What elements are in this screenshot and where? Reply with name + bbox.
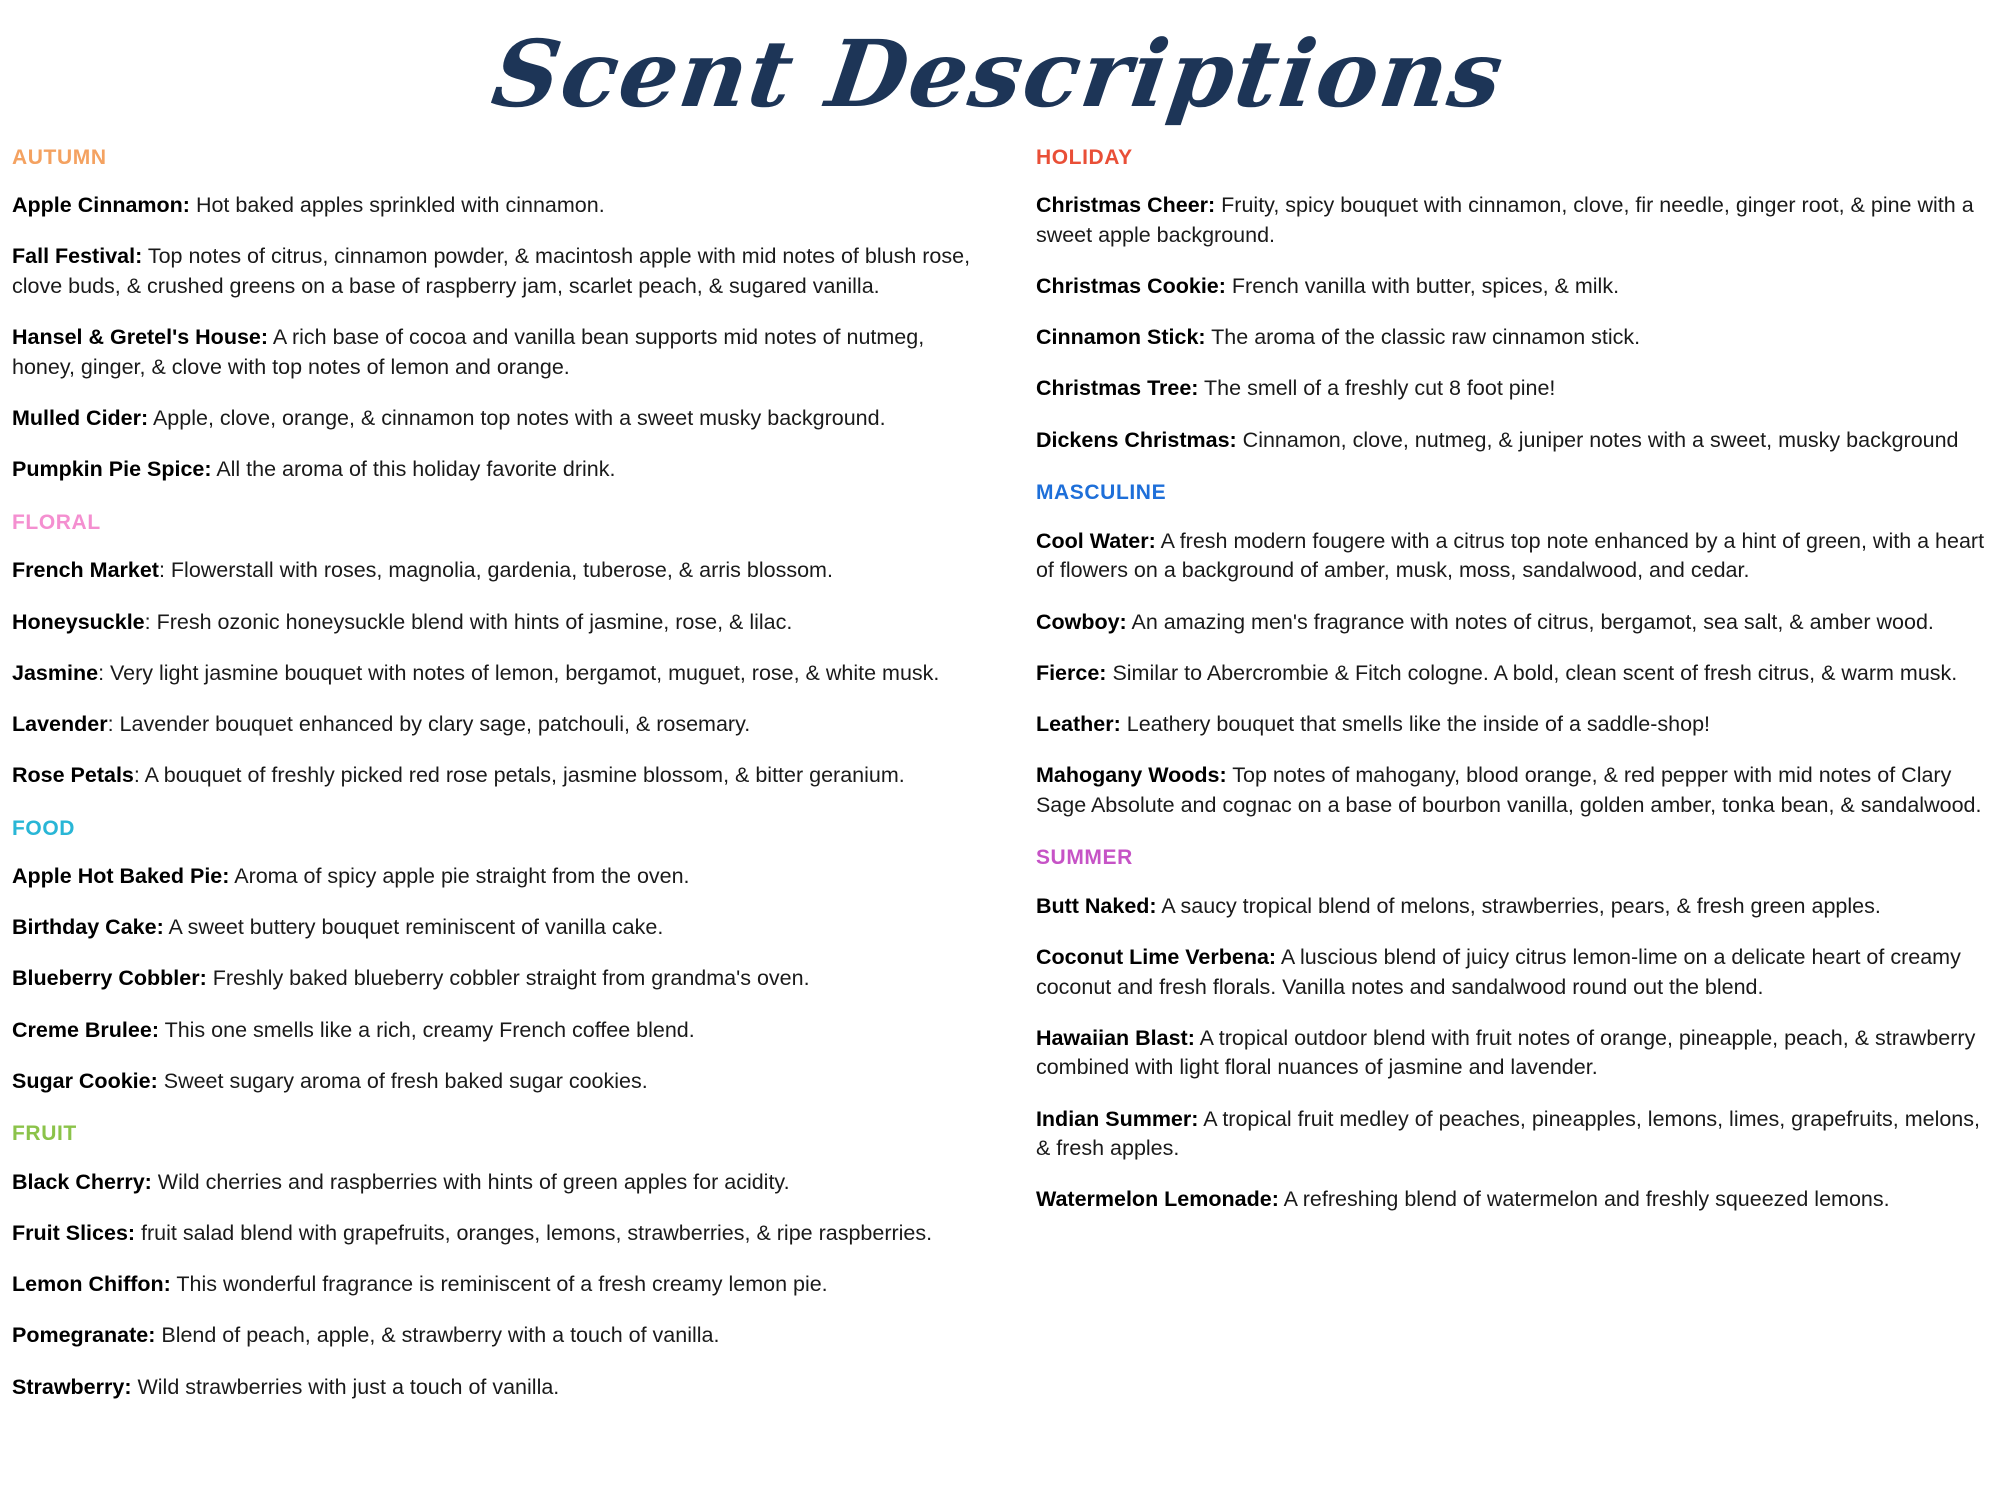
scent-description: A tropical fruit medley of peaches, pineapples, lemons, limes, grapefruits, melons, & fresh apples. [1035,1106,1980,1161]
scent-name: Cowboy: [1035,609,1127,634]
scent-name: Cinnamon Stick: [1035,325,1206,350]
scent-description: Similar to Abercrombie & Fitch cologne. A bold, clean scent of fresh citrus, & warm musk. [1106,660,1958,685]
scent-entry [1036,1185,1992,1215]
scent-entry [12,455,976,485]
category-block [1036,846,1992,1215]
category-heading: FLORAL [12,510,101,534]
scent-name: Fall Festival: [12,244,143,269]
scent-entry [12,862,976,892]
scent-name: Fierce: [1035,660,1107,685]
page-title: Scent Descriptions [486,20,1512,128]
scent-name: Leather: [1035,711,1121,736]
scent-entry [1036,608,1992,638]
scent-entry [12,913,976,943]
scent-name: Black Cherry: [12,1169,152,1194]
scent-description: All the aroma of this holiday favorite drink. [211,457,616,482]
scent-description: Wild strawberries with just a touch of vanilla. [131,1374,560,1399]
scent-name: Cool Water: [1035,528,1156,553]
scent-entry [12,1168,976,1198]
category-heading: FRUIT [12,1122,77,1146]
scent-entry [1036,272,1992,302]
scent-entry [1036,374,1992,404]
scent-name: French Market [12,558,159,583]
scent-entry [12,608,976,638]
scent-entry [12,1016,976,1046]
scent-name: Strawberry: [12,1374,132,1399]
scent-name: Sugar Cookie: [12,1068,158,1093]
category-block [12,511,976,791]
category-heading: FOOD [12,816,76,840]
scent-description: : Very light jasmine bouquet with notes of lemon, bergamot, muguet, rose, & white musk. [98,660,940,685]
scent-name: Christmas Cheer: [1035,193,1216,218]
scent-description: An amazing men's fragrance with notes of citrus, bergamot, sea salt, & amber wood. [1126,609,1934,634]
scent-description: Cinnamon, clove, nutmeg, & juniper notes with a sweet, musky background [1236,427,1959,452]
scent-name: Mulled Cider: [12,406,149,431]
scent-entry [12,761,976,791]
scent-name: Rose Petals [12,763,134,788]
scent-description: Fruity, spicy bouquet with cinnamon, clove, fir needle, ginger root, & pine with a sweet apple background. [1035,193,1974,247]
scent-description: A tropical outdoor blend with fruit notes of orange, pineapple, peach, & strawberry combined with light floral nuances of jasmine and lavender. [1035,1025,1976,1080]
scent-description: This wonderful fragrance is reminiscent of a fresh creamy lemon pie. [170,1272,828,1297]
scent-name: Christmas Cookie: [1035,274,1226,299]
scent-entry [12,191,976,221]
scent-name: Mahogany Woods: [1035,763,1227,788]
scent-description: Aroma of spicy apple pie straight from the oven. [229,864,690,889]
category-heading: HOLIDAY [1035,145,1133,169]
scent-name: Watermelon Lemonade: [1035,1187,1279,1212]
scent-name: Fruit Slices: [12,1221,136,1246]
scent-name: Apple Cinnamon: [12,193,190,218]
scent-name: Blueberry Cobbler: [12,966,207,991]
scent-description: Sweet sugary aroma of fresh baked sugar cookies. [157,1068,648,1093]
scent-name: Birthday Cake: [12,915,164,940]
scent-description: French vanilla with butter, spices, & milk. [1225,274,1620,299]
scent-name: Apple Hot Baked Pie: [12,864,230,889]
scent-entry [12,404,976,434]
category-heading: MASCULINE [1035,481,1167,505]
scent-description: Blend of peach, apple, & strawberry with a touch of vanilla. [155,1323,720,1348]
scent-entry [1036,191,1992,250]
scent-entry [1036,761,1992,820]
scent-name: Pomegranate: [12,1323,156,1348]
scent-description: : A bouquet of freshly picked red rose petals, jasmine blossom, & bitter geranium. [133,763,905,788]
scent-name: Butt Naked: [1035,893,1157,918]
content-columns [0,128,2000,1428]
scent-entry [12,1321,976,1351]
scent-entry [12,659,976,689]
scent-description: A refreshing blend of watermelon and freshly squeezed lemons. [1278,1187,1890,1212]
scent-entry [12,242,976,301]
scent-description: : Fresh ozonic honeysuckle blend with hints of jasmine, rose, & lilac. [144,609,793,634]
category-block [12,146,976,485]
scent-name: Honeysuckle [12,609,145,634]
scent-description: A fresh modern fougere with a citrus top note enhanced by a hint of green, with a heart of flowers on a background of amber, musk, moss, sandalwood, and cedar. [1035,528,1985,583]
scent-description: Top notes of citrus, cinnamon powder, & macintosh apple with mid notes of blush rose, clove buds, & crushed greens on a base of raspberry jam, scarlet peach, & sugared vanilla. [12,244,971,299]
scent-entry [1036,892,1992,922]
scent-name: Pumpkin Pie Spice: [12,457,212,482]
left-column [8,146,976,1428]
scent-entry [1036,426,1992,456]
scent-entry [12,964,976,994]
right-column [1024,146,1992,1428]
category-heading: AUTUMN [12,145,107,169]
scent-description: Apple, clove, orange, & cinnamon top notes with a sweet musky background. [148,406,886,431]
scent-name: Indian Summer: [1035,1106,1199,1131]
scent-name: Hansel & Gretel's House: [12,325,269,350]
scent-description: fruit salad blend with grapefruits, oranges, lemons, strawberries, & ripe raspberries. [135,1221,933,1246]
scent-description: : Flowerstall with roses, magnolia, gardenia, tuberose, & arris blossom. [158,558,833,583]
scent-name: Hawaiian Blast: [1035,1025,1195,1050]
scent-name: Lavender [12,711,108,736]
scent-entry [12,710,976,740]
scent-entry [12,1219,976,1249]
scent-name: Christmas Tree: [1035,376,1199,401]
scent-description: This one smells like a rich, creamy French coffee blend. [158,1017,695,1042]
scent-entry [12,556,976,586]
category-block [12,1122,976,1402]
scent-description: : Lavender bouquet enhanced by clary sage, patchouli, & rosemary. [107,711,751,736]
scent-description: The aroma of the classic raw cinnamon stick. [1205,325,1641,350]
scent-name: Dickens Christmas: [1035,427,1237,452]
scent-entry [1036,1105,1992,1164]
scent-name: Jasmine [12,660,99,685]
category-block [1036,146,1992,455]
category-block [1036,481,1992,820]
scent-entry [12,1373,976,1403]
scent-entry [12,1270,976,1300]
scent-description: Top notes of mahogany, blood orange, & red pepper with mid notes of Clary Sage Absolute and cognac on a base of bourbon vanilla, golden amber, tonka bean, & sandalwood. [1035,763,1982,817]
scent-description: A luscious blend of juicy citrus lemon-lime on a delicate heart of creamy coconut and fresh florals. Vanilla notes and sandalwood round out the blend. [1035,944,1961,999]
scent-description: A sweet buttery bouquet reminiscent of vanilla cake. [163,915,664,940]
scent-entry [12,323,976,382]
category-heading: SUMMER [1035,846,1133,870]
scent-name: Coconut Lime Verbena: [1035,944,1277,969]
scent-entry [1036,527,1992,586]
scent-description: The smell of a freshly cut 8 foot pine! [1198,376,1556,401]
scent-description: A rich base of cocoa and vanilla bean supports mid notes of nutmeg, honey, ginger, & clove with top notes of lemon and orange. [12,325,925,379]
scent-entry [1036,710,1992,740]
scent-name: Creme Brulee: [12,1017,159,1042]
scent-description: Leathery bouquet that smells like the inside of a saddle-shop! [1120,711,1711,736]
scent-entry [1036,659,1992,689]
scent-description: A saucy tropical blend of melons, strawberries, pears, & fresh green apples. [1156,893,1881,918]
scent-entry [1036,323,1992,353]
category-block [12,817,976,1097]
scent-entry [1036,943,1992,1002]
scent-description: Hot baked apples sprinkled with cinnamon. [189,193,605,218]
scent-name: Lemon Chiffon: [12,1272,171,1297]
scent-entry [12,1067,976,1097]
scent-description: Freshly baked blueberry cobbler straight from grandma's oven. [206,966,810,991]
scent-description: Wild cherries and raspberries with hints of green apples for acidity. [151,1169,790,1194]
scent-entry [1036,1024,1992,1083]
